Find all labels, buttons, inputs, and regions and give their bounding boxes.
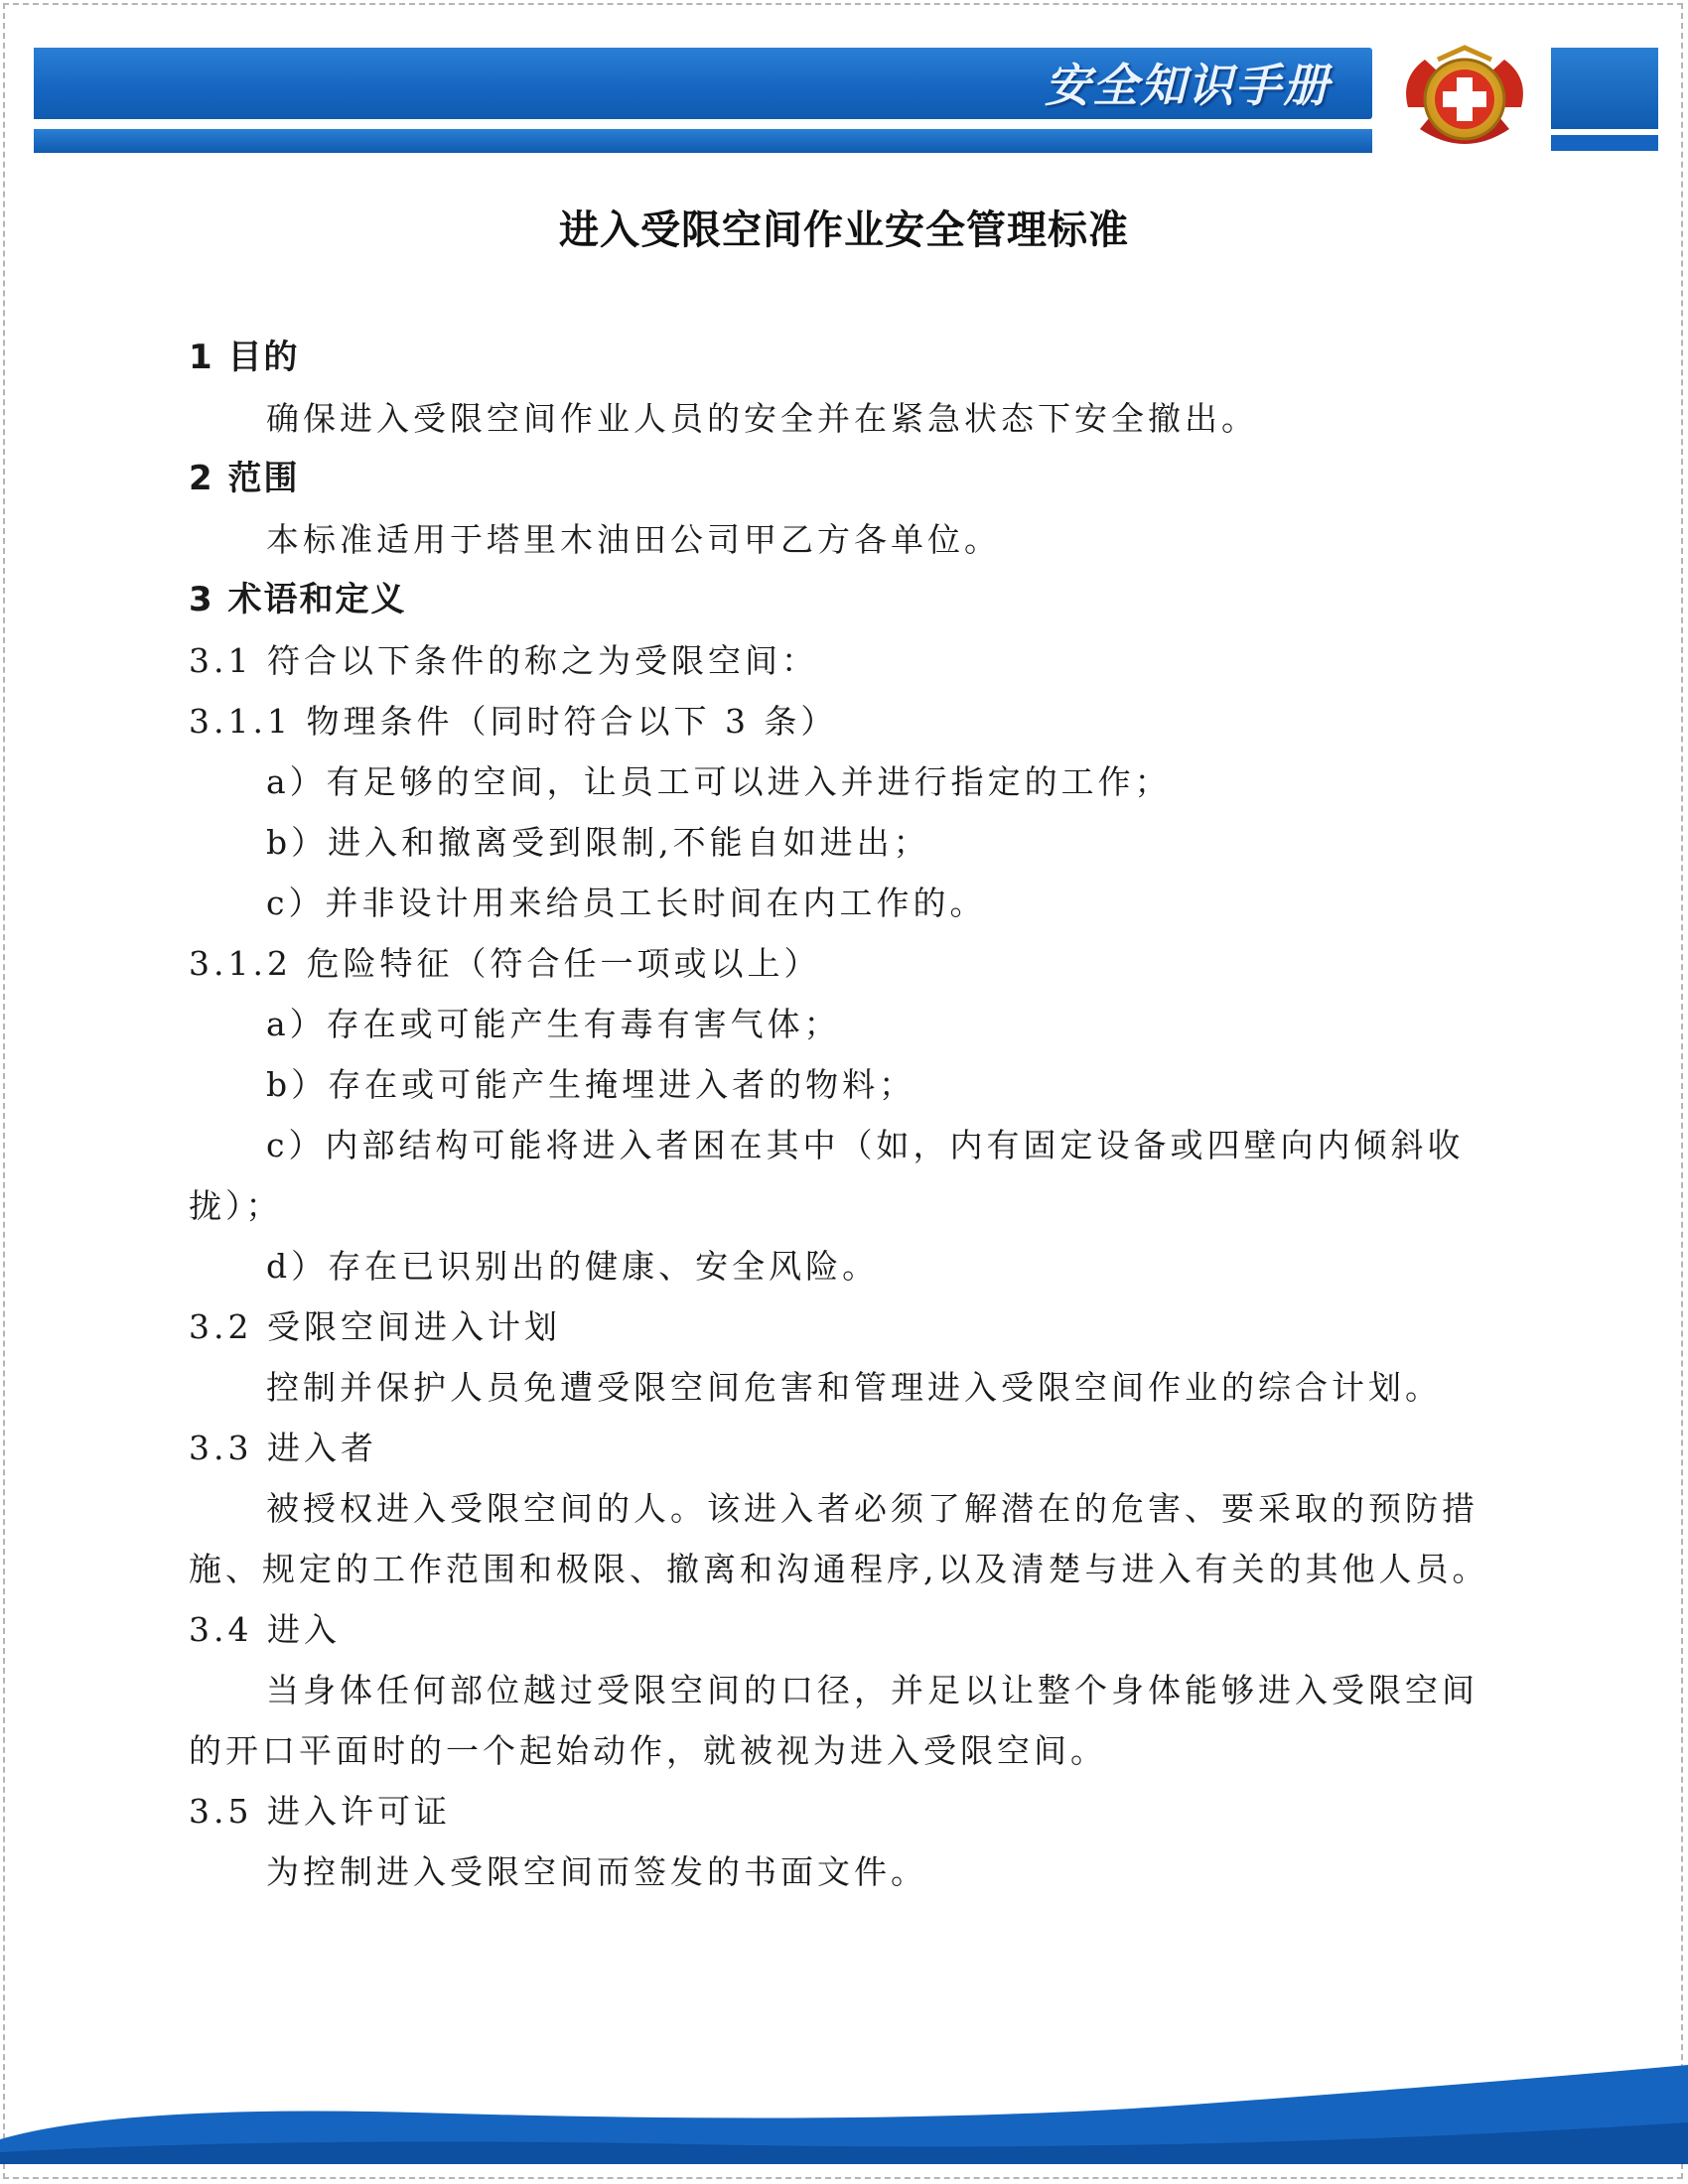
clause: 3.1.1 物理条件（同时符合以下 3 条） [189, 702, 838, 741]
paragraph: 控制并保护人员免遭受限空间危害和管理进入受限空间作业的综合计划。 [266, 1368, 1442, 1407]
paragraph: 当身体任何部位越过受限空间的口径，并足以让整个身体能够进入受限空间的开口平面时的一个起始动作，就被视为进入受限空间。 [189, 1671, 1478, 1770]
header-stripe [34, 129, 1372, 153]
document-body [189, 328, 1509, 1902]
section-heading-definitions: 3 术语和定义 [189, 580, 407, 619]
safety-cross-emblem-icon [1390, 38, 1539, 163]
document-title: 进入受限空间作业安全管理标准 [559, 207, 1129, 253]
section-heading-scope: 2 范围 [189, 459, 300, 498]
clause: 3.3 进入者 [189, 1429, 377, 1467]
clause: 3.5 进入许可证 [189, 1792, 451, 1831]
clause: 3.1 符合以下条件的称之为受限空间： [189, 641, 818, 680]
clause: 3.2 受限空间进入计划 [189, 1307, 561, 1346]
handbook-title: 安全知识手册 [1045, 59, 1331, 112]
list-item: d）存在已识别出的健康、安全风险。 [266, 1247, 880, 1286]
list-item: c）并非设计用来给员工长时间在内工作的。 [266, 884, 987, 922]
paragraph: 确保进入受限空间作业人员的安全并在紧急状态下安全撤出。 [266, 399, 1258, 438]
paragraph: 被授权进入受限空间的人。该进入者必须了解潜在的危害、要采取的预防措施、规定的工作范围和极限、撤离和沟通程序,以及清楚与进入有关的其他人员。 [189, 1489, 1489, 1588]
list-item: a）有足够的空间，让员工可以进入并进行指定的工作； [266, 762, 1172, 801]
list-item: a）存在或可能产生有毒有害气体； [266, 1005, 841, 1043]
paragraph: 为控制进入受限空间而签发的书面文件。 [266, 1852, 927, 1891]
list-item: b）进入和撤离受到限制,不能自如进出； [266, 823, 930, 862]
section-heading-purpose: 1 目的 [189, 338, 300, 377]
clause: 3.1.2 危险特征（符合任一项或以上） [189, 944, 821, 983]
list-item: b）存在或可能产生掩埋进入者的物料； [266, 1065, 916, 1104]
list-item: c）内部结构可能将进入者困在其中（如，内有固定设备或四壁向内倾斜收拢）； [189, 1126, 1465, 1225]
clause: 3.4 进入 [189, 1610, 341, 1649]
header-right-block [1551, 48, 1658, 129]
header-right-stripe [1551, 135, 1658, 151]
footer-wave [0, 2045, 1688, 2164]
paragraph: 本标准适用于塔里木油田公司甲乙方各单位。 [266, 520, 1001, 559]
